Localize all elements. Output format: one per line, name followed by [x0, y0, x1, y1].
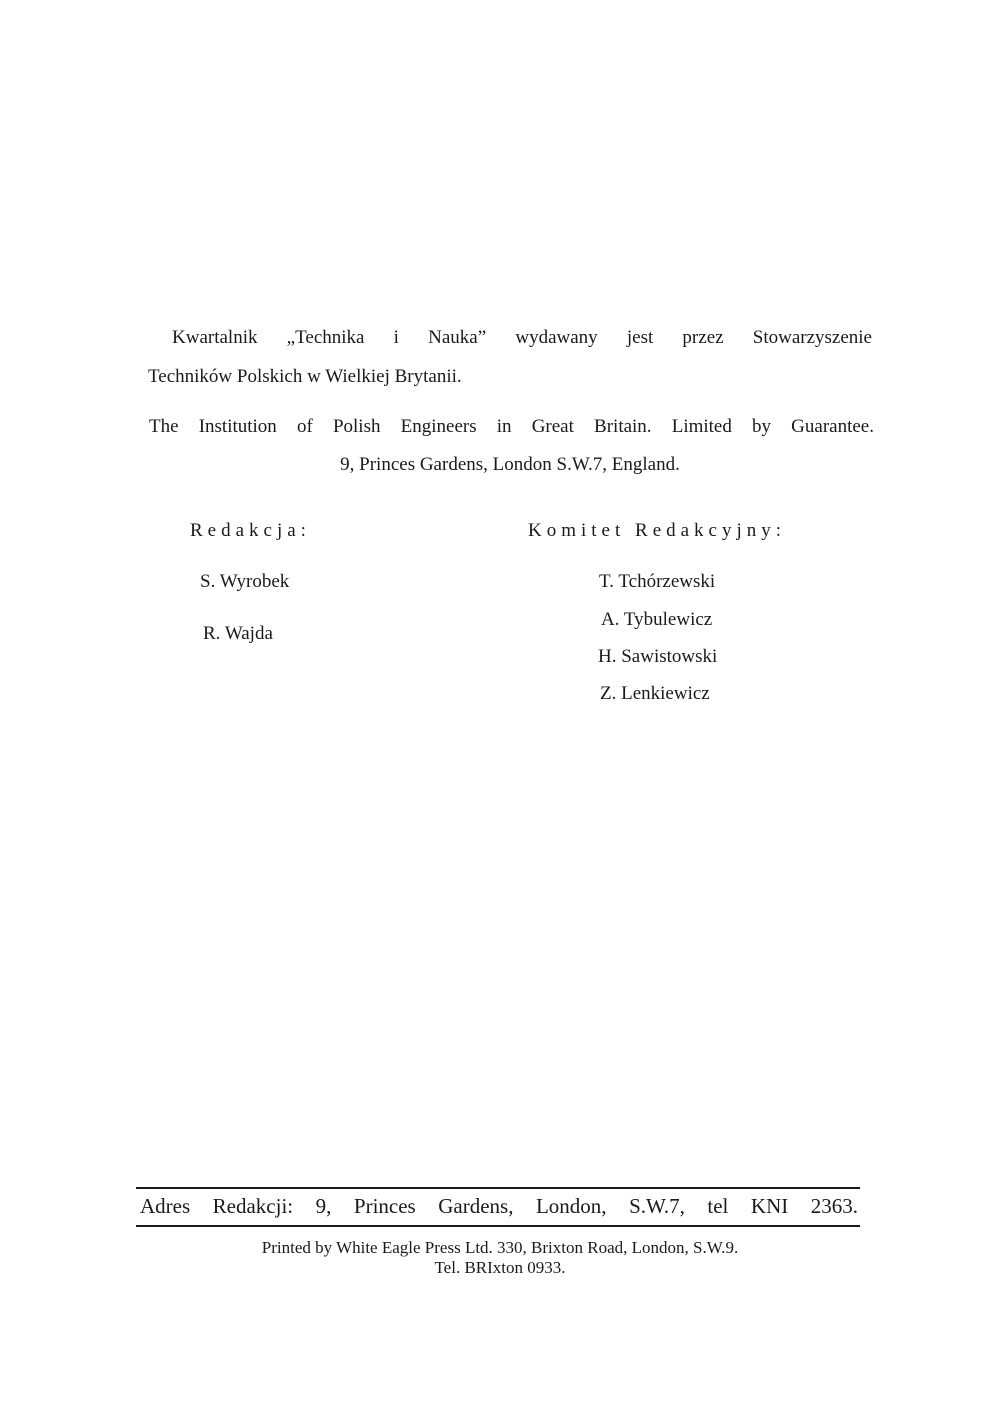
- footer-rule-bottom: [136, 1225, 860, 1227]
- editor-name: R. Wajda: [203, 623, 273, 644]
- editor-name: S. Wyrobek: [200, 571, 290, 592]
- footer-editorial-address: Adres Redakcji: 9, Princes Gardens, London, S.W.7, tel KNI 2363.: [140, 1194, 858, 1218]
- committee-member-name: A. Tybulewicz: [601, 609, 713, 630]
- committee-heading: Komitet Redakcyjny:: [528, 520, 787, 541]
- committee-member-name: H. Sawistowski: [598, 646, 718, 667]
- printer-phone: Tel. BRIxton 0933.: [434, 1258, 566, 1277]
- editorial-heading: Redakcja:: [190, 520, 311, 541]
- institution-address: 9, Princes Gardens, London S.W.7, England.: [340, 454, 680, 475]
- footer-rule-top: [136, 1187, 860, 1189]
- committee-member-name: Z. Lenkiewicz: [600, 683, 710, 704]
- committee-member-name: T. Tchórzewski: [599, 571, 716, 592]
- institution-line: The Institution of Polish Engineers in Great Britain. Limited by Guarantee.: [149, 416, 874, 437]
- intro-line-2: Techników Polskich w Wielkiej Brytanii.: [148, 366, 462, 387]
- intro-line-1: Kwartalnik „Technika i Nauka” wydawany jest przez Stowarzyszenie: [172, 327, 872, 348]
- printer-info: Printed by White Eagle Press Ltd. 330, Brixton Road, London, S.W.9.: [261, 1238, 739, 1257]
